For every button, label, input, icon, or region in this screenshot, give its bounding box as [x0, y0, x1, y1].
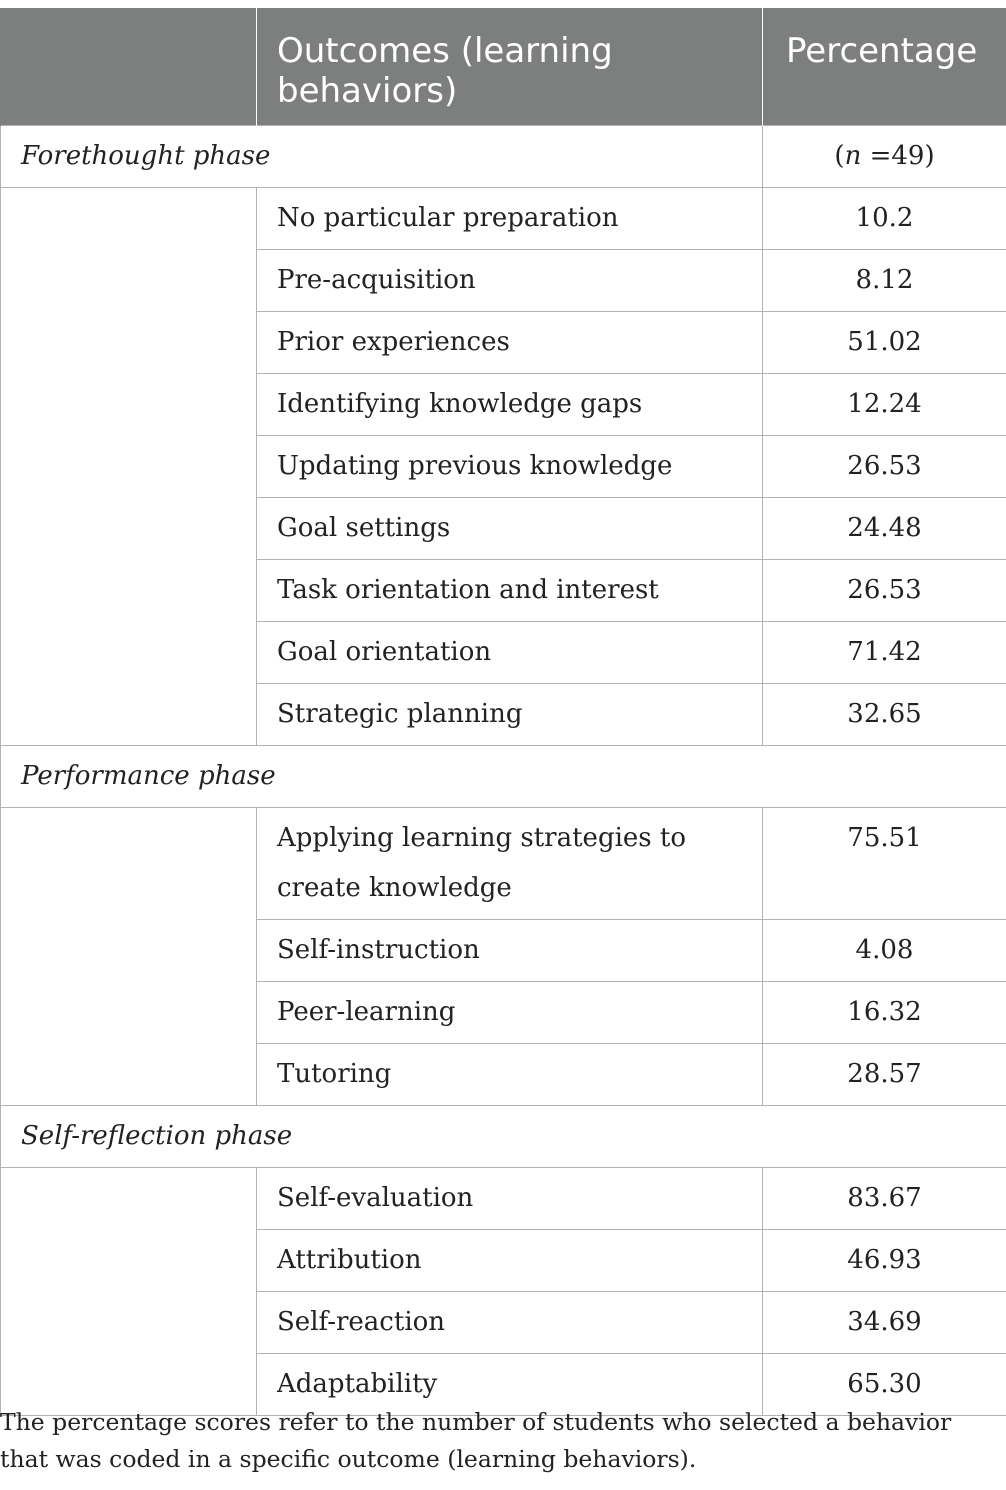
- table-row: [1, 1168, 1006, 1230]
- percentage-cell: 65.30: [763, 1354, 1006, 1416]
- table-footnote: The percentage scores refer to the number of students who selected a behavior that was coded in a specific outcome (learning behaviors).: [0, 1408, 952, 1473]
- percentage-cell: 28.57: [763, 1044, 1006, 1106]
- percentage-cell: 83.67: [763, 1168, 1006, 1230]
- phase-label: Performance phase: [1, 746, 1006, 808]
- outcome-cell: Attribution: [257, 1230, 763, 1292]
- table-row: [1, 808, 1006, 920]
- percentage-cell: 26.53: [763, 560, 1006, 622]
- percentage-cell: 8.12: [763, 250, 1006, 312]
- table-row: [1, 188, 1006, 250]
- outcome-cell: Strategic planning: [257, 684, 763, 746]
- percentage-cell: 75.51: [763, 808, 1006, 920]
- n-variable: n: [844, 141, 862, 171]
- header-row: [1, 9, 1006, 126]
- percentage-cell: 4.08: [763, 920, 1006, 982]
- phase-label: Forethought phase: [1, 126, 763, 188]
- percentage-cell: 32.65: [763, 684, 1006, 746]
- percentage-cell: 16.32: [763, 982, 1006, 1044]
- percentage-cell: 51.02: [763, 312, 1006, 374]
- sample-size: [763, 126, 1006, 188]
- n-suffix: =49): [861, 141, 935, 171]
- percentage-cell: 71.42: [763, 622, 1006, 684]
- outcome-cell: Goal orientation: [257, 622, 763, 684]
- n-prefix: (: [834, 141, 845, 171]
- outcome-cell: Self-instruction: [257, 920, 763, 982]
- outcome-cell: Identifying knowledge gaps: [257, 374, 763, 436]
- outcome-cell: Task orientation and interest: [257, 560, 763, 622]
- phase-row-self-reflection: [1, 1106, 1006, 1168]
- outcome-cell: Applying learning strategies to create knowledge: [257, 808, 763, 920]
- header-percentage: Percentage: [763, 9, 1006, 126]
- outcome-cell: Self-reaction: [257, 1292, 763, 1354]
- percentage-cell: 46.93: [763, 1230, 1006, 1292]
- outcome-cell: Tutoring: [257, 1044, 763, 1106]
- phase-spacer-cell: [1, 1168, 257, 1416]
- outcome-cell: Self-evaluation: [257, 1168, 763, 1230]
- outcome-cell: Prior experiences: [257, 312, 763, 374]
- outcome-cell: Peer-learning: [257, 982, 763, 1044]
- percentage-cell: 26.53: [763, 436, 1006, 498]
- percentage-cell: 24.48: [763, 498, 1006, 560]
- phase-spacer-cell: [1, 188, 257, 746]
- percentage-cell: 12.24: [763, 374, 1006, 436]
- outcome-cell: Updating previous knowledge: [257, 436, 763, 498]
- phase-row-forethought: [1, 126, 1006, 188]
- results-table: [0, 8, 1006, 1416]
- phase-spacer-cell: [1, 808, 257, 1106]
- outcome-cell: Adaptability: [257, 1354, 763, 1416]
- outcome-cell: No particular preparation: [257, 188, 763, 250]
- header-blank: [1, 9, 257, 126]
- phase-label: Self-reflection phase: [1, 1106, 1006, 1168]
- percentage-cell: 34.69: [763, 1292, 1006, 1354]
- percentage-cell: 10.2: [763, 188, 1006, 250]
- phase-row-performance: [1, 746, 1006, 808]
- outcome-cell: Pre-acquisition: [257, 250, 763, 312]
- outcome-cell: Goal settings: [257, 498, 763, 560]
- header-outcomes: Outcomes (learning behaviors): [257, 9, 763, 126]
